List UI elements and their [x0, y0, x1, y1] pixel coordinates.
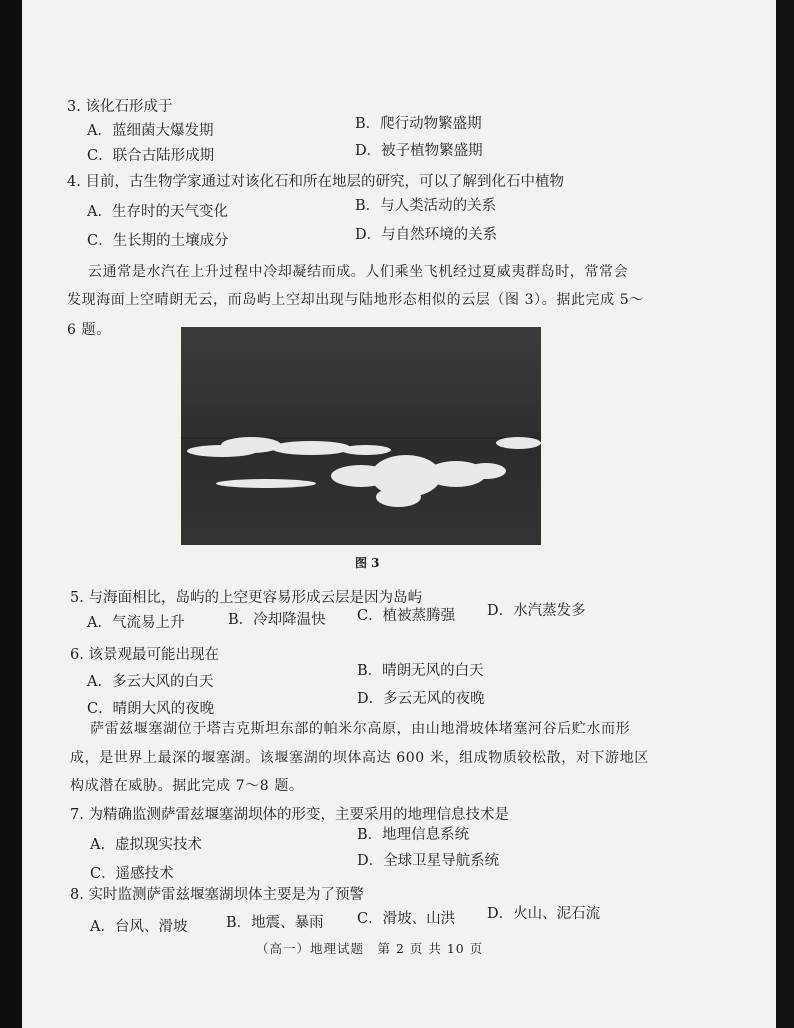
question-3-option-c[interactable]: C．联合古陆形成期 [87, 148, 215, 164]
figure-3-caption: 图 3 [355, 556, 380, 570]
question-4-option-d[interactable]: D．与自然环境的关系 [355, 227, 498, 243]
question-4-stem: 4. 目前，古生物学家通过对该化石和所在地层的研究，可以了解到化石中植物 [67, 174, 564, 190]
passage-clouds-line-3: 6 题。 [67, 322, 111, 338]
scan-edge-right [776, 0, 794, 1028]
cumulus-tail [466, 463, 506, 479]
question-8-option-c[interactable]: C．滑坡、山洪 [357, 911, 456, 927]
scan-edge-left [0, 0, 22, 1028]
question-7-option-c[interactable]: C．遥感技术 [90, 866, 174, 882]
passage-lake-line-3: 构成潜在威胁。据此完成 7～8 题。 [70, 778, 304, 794]
question-8-option-d[interactable]: D．火山、泥石流 [487, 906, 601, 922]
passage-clouds-line-2: 发现海面上空晴朗无云，而岛屿上空却出现与陆地形态相似的云层（图 3）。据此完成 5～ [67, 292, 644, 308]
question-7-option-d[interactable]: D．全球卫星导航系统 [357, 853, 500, 869]
question-5-option-c[interactable]: C．植被蒸腾强 [357, 608, 456, 624]
question-7-option-b[interactable]: B．地理信息系统 [357, 827, 470, 843]
cloud-layer-far-right [496, 437, 541, 449]
question-5-option-d[interactable]: D．水汽蒸发多 [487, 603, 586, 619]
question-7-stem: 7. 为精确监测萨雷兹堰塞湖坝体的形变，主要采用的地理信息技术是 [70, 807, 509, 823]
question-3-option-a[interactable]: A．蓝细菌大爆发期 [87, 123, 214, 139]
question-4-option-c[interactable]: C．生长期的土壤成分 [87, 233, 229, 249]
page-footer: （高一）地理试题 第 2 页 共 10 页 [256, 941, 484, 956]
question-3-option-b[interactable]: B．爬行动物繁盛期 [355, 116, 482, 132]
question-5-option-a[interactable]: A．气流易上升 [87, 615, 185, 631]
question-3-option-d[interactable]: D．被子植物繁盛期 [355, 143, 483, 159]
question-8-option-b[interactable]: B．地震、暴雨 [226, 915, 324, 931]
question-6-option-c[interactable]: C．晴朗大风的夜晚 [87, 701, 215, 717]
passage-clouds-line-1: 云通常是水汽在上升过程中冷却凝结而成。人们乘坐飞机经过夏威夷群岛时，常常会 [88, 264, 629, 280]
question-8-option-a[interactable]: A．台风、滑坡 [90, 919, 188, 935]
question-3-stem: 3. 该化石形成于 [67, 99, 173, 115]
question-6-option-a[interactable]: A．多云大风的白天 [87, 674, 214, 690]
question-7-option-a[interactable]: A．虚拟现实技术 [90, 837, 202, 853]
cloud-layer-middle-right [341, 445, 391, 455]
figure-3-photo [181, 327, 541, 545]
cloud-layer-middle [271, 441, 351, 455]
passage-lake-line-1: 萨雷兹堰塞湖位于塔吉克斯坦东部的帕米尔高原，由山地滑坡体堵塞河谷后贮水而形 [90, 721, 631, 737]
question-5-option-b[interactable]: B．冷却降温快 [228, 612, 326, 628]
question-6-option-b[interactable]: B．晴朗无风的白天 [357, 663, 484, 679]
question-8-stem: 8. 实时监测萨雷兹堰塞湖坝体主要是为了预警 [70, 887, 364, 903]
cumulus-base [376, 487, 421, 507]
passage-lake-line-2: 成，是世界上最深的堰塞湖。该堰塞湖的坝体高达 600 米，组成物质较松散，对下游地区 [70, 750, 649, 766]
question-5-stem: 5. 与海面相比，岛屿的上空更容易形成云层是因为岛屿 [70, 590, 422, 606]
question-4-option-b[interactable]: B．与人类活动的关系 [355, 198, 497, 214]
cloud-strip-lower [216, 479, 316, 488]
question-6-stem: 6. 该景观最可能出现在 [70, 647, 219, 663]
question-4-option-a[interactable]: A．生存时的天气变化 [87, 204, 228, 220]
question-6-option-d[interactable]: D．多云无风的夜晚 [357, 691, 485, 707]
